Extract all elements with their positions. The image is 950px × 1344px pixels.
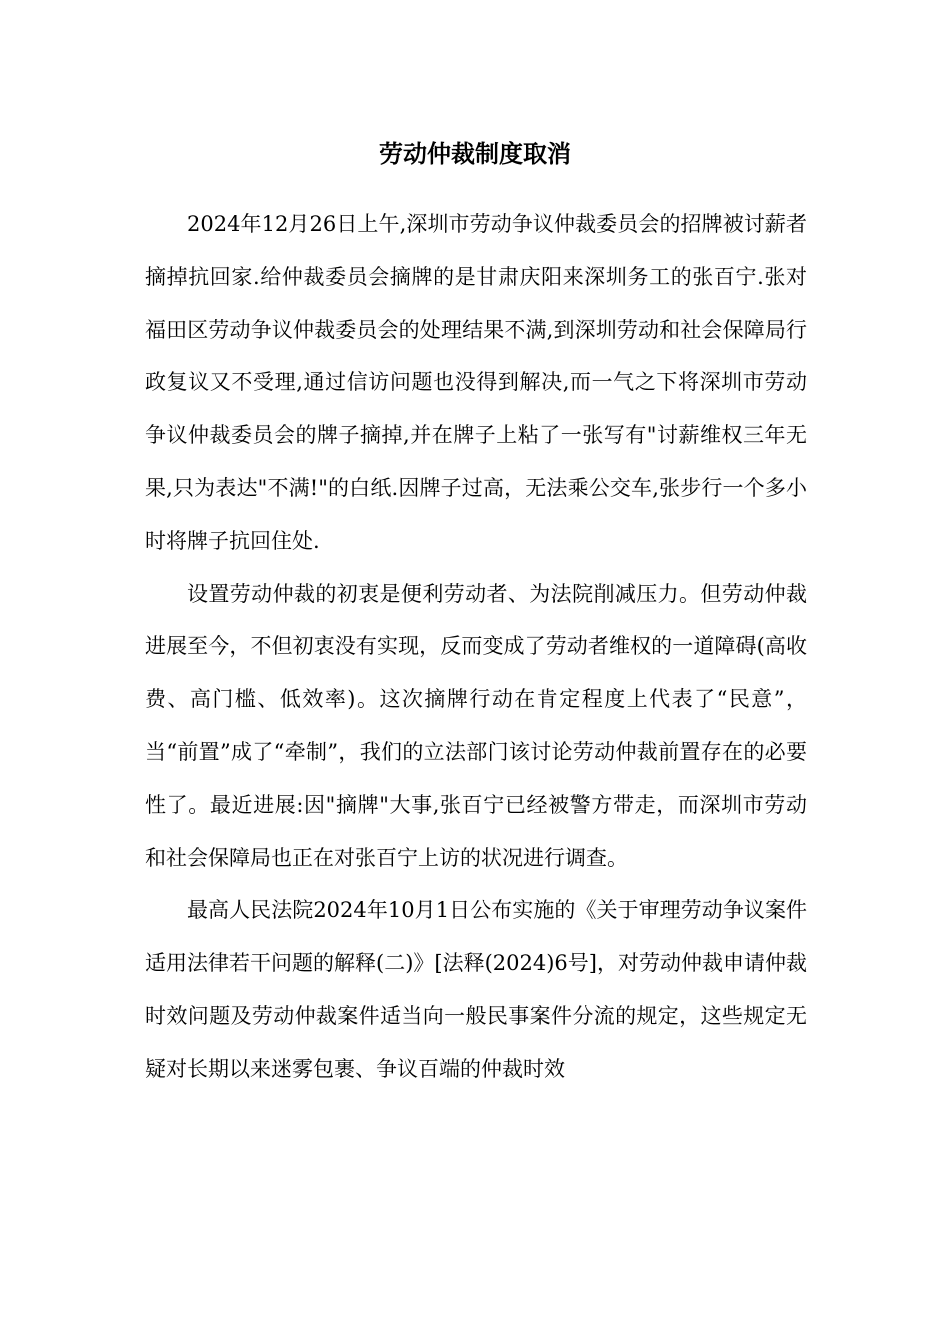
paragraph: 2024年12月26日上午,深圳市劳动争议仲裁委员会的招牌被讨薪者摘掉抗回家.给仲裁委员会摘牌的是甘肃庆阳来深圳务工的张百宁.张对福田区劳动争议仲裁委员会的处理结果不满,到深圳劳动和社会保障局行政复议又不受理,通过信访问题也没得到解决,而一气之下将深圳市劳动争议仲裁委员会的牌子摘掉,并在牌子上粘了一张写有"讨薪维权三年无果,只为表达"不满!"的白纸.因牌子过高，无法乘公交车,张步行一个多小时将牌子抗回住处. [145, 212, 807, 553]
document-body [145, 198, 807, 1096]
paragraph: 设置劳动仲裁的初衷是便利劳动者、为法院削减压力。但劳动仲裁进展至今，不但初衷没有实现，反而变成了劳动者维权的一道障碍(高收费、高门槛、低效率)。这次摘牌行动在肯定程度上代表了“民意”，当“前置”成了“牵制”，我们的立法部门该讨论劳动仲裁前置存在的必要性了。最近进展:因"摘牌"大事,张百宁已经被警方带走，而深圳市劳动和社会保障局也正在对张百宁上访的状况进行调查。 [145, 581, 807, 870]
document-title: 劳动仲裁制度取消 [379, 139, 571, 168]
paragraph: 最高人民法院2024年10月1日公布实施的《关于审理劳动争议案件适用法律若干问题的解释(二)》[法释(2024)6号]，对劳动仲裁申请仲裁时效问题及劳动仲裁案件适当向一般民事案件分流的规定，这些规定无疑对长期以来迷雾包裹、争议百端的仲裁时效 [145, 898, 807, 1081]
